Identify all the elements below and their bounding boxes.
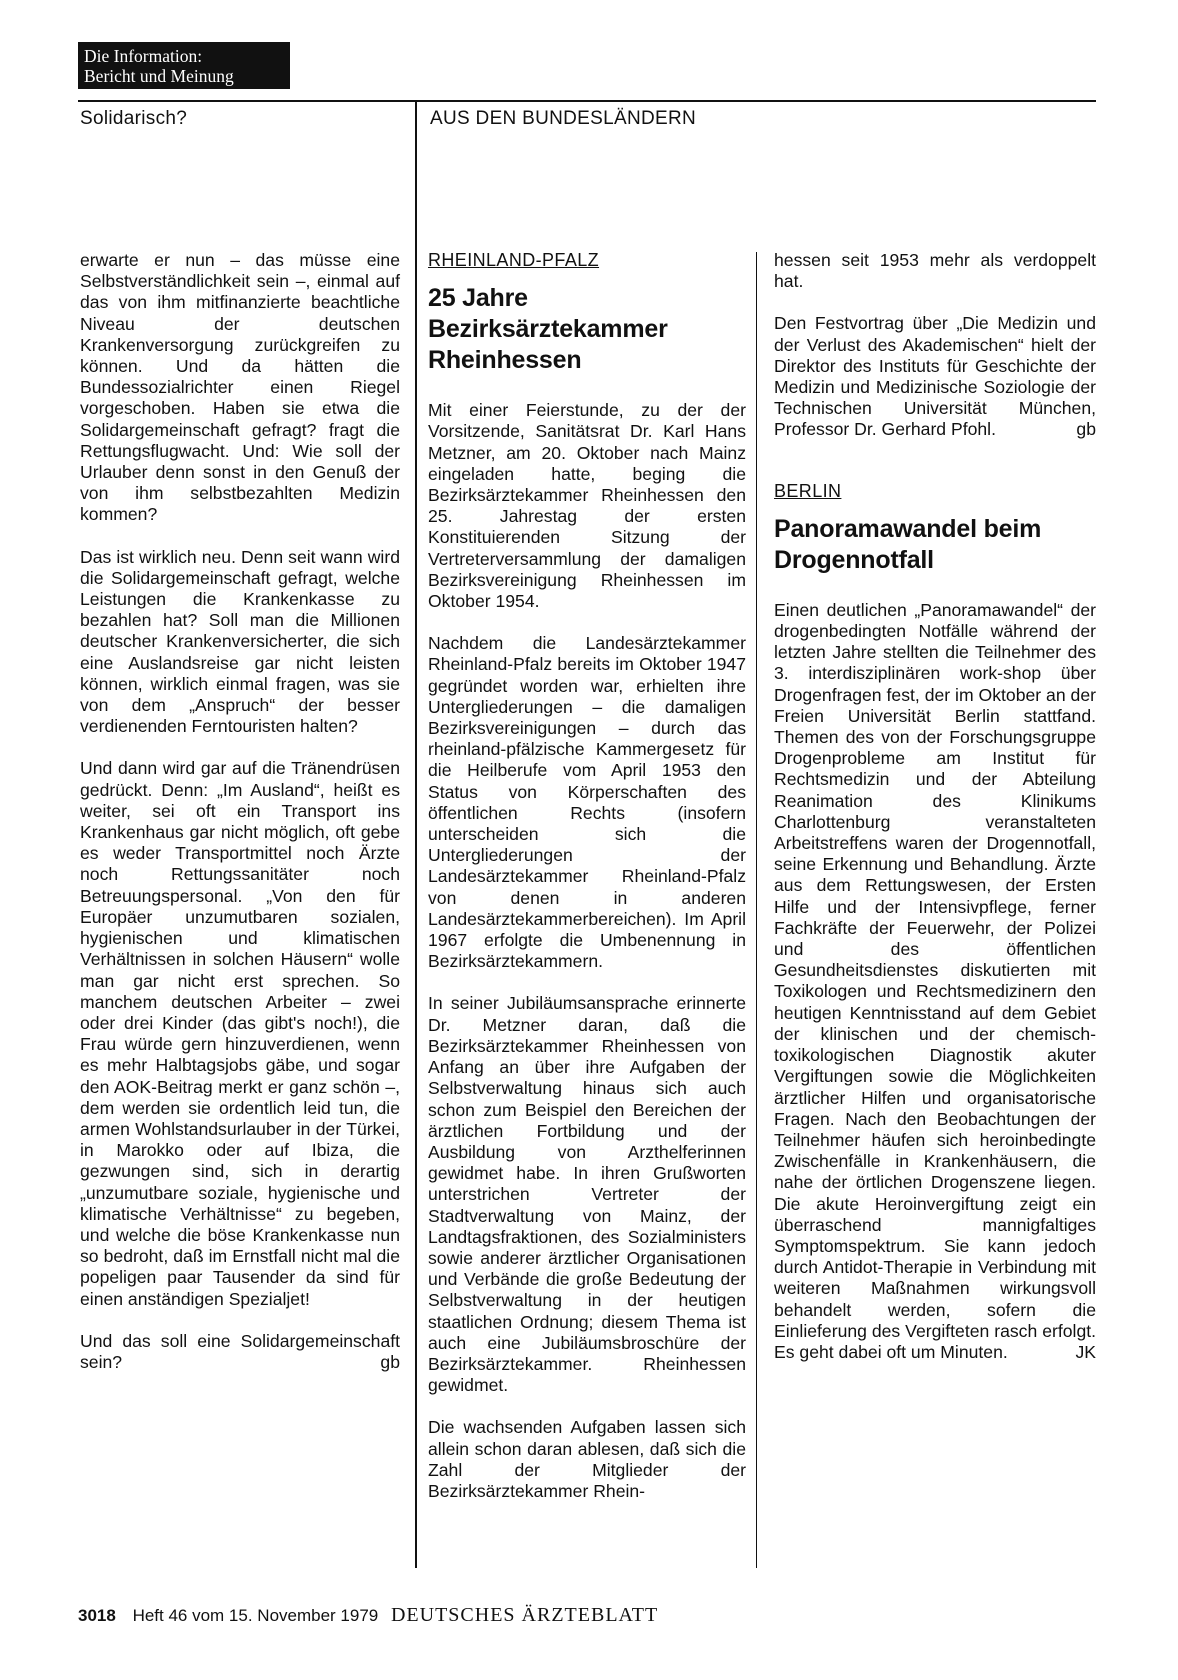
paragraph-text: Einen deutlichen „Panoramawandel“ der drogenbedingten Notfälle während der letzten Jahre stellten die Teilnehmer des 3. interdisziplinären work-shop über Drogenfragen fest, der im Oktober an der Freien Universität Berlin stattfand. Themen des von der Forschungsgruppe Drogenprobleme am Institut für Rechtsmedizin und der Abteilung Reanimation des Klinikums Charlottenburg veranstalteten Arbeitstreffens waren der Drogennotfall, seine Erkennung und Behandlung. Ärzte aus dem Rettungswesen, der Ersten Hilfe und der Intensivpflege, ferner Fachkräfte der Feuerwehr, der Polizei und des öffentlichen Gesundheitsdienstes diskutierten mit Toxikologen und Rechtsmedizinern den heutigen Kenntnisstand auf dem Gebiet der klinischen und der chemisch-toxikologischen Diagnostik akuter Vergiftungen sowie die Möglichkeiten ärztlicher Hilfen und organisatorische Fragen. Nach den Beobachtungen der Teilnehmer häufen sich heroinbedingte Zwischenfälle in Krankenhäusern, die nahe der örtlichen Drogenszene liegen. Die akute Heroinvergiftung zeigt ein überraschend mannigfaltiges Symptomspektrum. Sie kann jedoch durch Antidot-Therapie in Verbindung mit weiteren Maßnahmen wirkungsvoll behandelt werden, sofern die Einlieferung des Vergifteten rasch erfolgt. Es geht dabei oft um Minuten. [774, 599, 1096, 1362]
page-number: 3018 [78, 1606, 116, 1625]
issue-info: Heft 46 vom 15. November 1979 [132, 1606, 379, 1625]
section-label: RHEINLAND-PFALZ [428, 250, 600, 270]
paragraph-last [774, 313, 1096, 440]
paragraph-text: Den Festvortrag über „Die Medizin und der Verlust des Akademischen“ hielt der Direktor des Instituts für Geschichte der Medizin und Medizinische Soziologie der Technischen Universität München, Professor Dr. Gerhard Pfohl. [774, 313, 1096, 440]
masthead-line-1: Die Information: [84, 46, 203, 66]
masthead [78, 42, 290, 89]
paragraph-last [774, 600, 1096, 1363]
article-headline: 25 Jahre Bezirksärztekammer Rheinhessen [428, 284, 668, 375]
column-divider-left [415, 100, 417, 1568]
paragraph: hessen seit 1953 mehr als verdoppelt hat. [774, 250, 1096, 292]
page-footer [78, 1604, 658, 1627]
column-2 [428, 250, 746, 1523]
paragraph: Die wachsenden Aufgaben lassen sich allein schon daran ablesen, daß sich die Zahl der Mitglieder der Bezirksärztekammer Rhein- [428, 1417, 746, 1501]
column-divider-right [756, 252, 757, 1568]
article-headline: Panoramawandel beim Drogennotfall [774, 514, 1042, 574]
paragraph: erwarte er nun – das müsse eine Selbstverständlichkeit sein –, einmal auf das von ihm mitfinanzierte beachtliche Niveau der deutschen Krankenversorgung zurückgreifen zu können. Und da hätten die Bundessozialrichter einen Riegel vorgeschoben. Haben sie etwa die Solidargemeinschaft gefragt? fragt die Rettungsflugwacht. Und: Wie soll der Urlauber denn sonst in den Genuß der von ihm selbstbezahlten Medizin kommen? [80, 250, 400, 525]
masthead-line-2: Bericht und Meinung [84, 66, 234, 86]
section-label: BERLIN [774, 480, 842, 501]
journal-name: DEUTSCHES ÄRZTEBLATT [390, 1604, 659, 1626]
signature: gb [1076, 419, 1096, 440]
column-1 [80, 250, 400, 1394]
paragraph: Und dann wird gar auf die Tränendrüsen gedrückt. Denn: „Im Ausland“, heißt es weiter, sei oft ein Transport ins Krankenhaus gar nicht möglich, oft gebe es weder Transportmittel noch Ärzte noch Rettungssanitäter noch Betreuungspersonal. „Von den für Europäer unzumutbaren sozialen, hygienischen und klimatischen Verhältnissen in solchen Häusern“ wolle man gar nicht erst sprechen. So manchem deutschen Arbeiter – zwei oder drei Kinder (das gibt's noch!), die Frau würde gern hinzuverdienen, wenn es mehr Halbtagsjobs gäbe, und sogar den AOK-Beitrag merkt er ganz schön –, dem werden sie ordentlich leid tun, die armen Wohlstandsurlauber in der Türkei, in Marokko oder auf Ibiza, die gezwungen sind, sich in derartig „unzumutbare soziale, hygienische und klimatische Verhältnisse“ zu begeben, und welche die böse Krankenkasse nun so bedroht, daß im Ernstfall nicht mal die popeligen paar Tausender da sind für einen anständigen Spezialjet! [80, 758, 400, 1309]
paragraph: In seiner Jubiläumsansprache erinnerte Dr. Metzner daran, daß die Bezirksärztekammer Rheinhessen von Anfang an über ihre Aufgaben der Selbstverwaltung hinaus sich auch schon zum Beispiel den Bereichen der ärztlichen Fortbildung und der Ausbildung von Arzthelferinnen gewidmet habe. In ihren Grußworten unterstrichen Vertreter der Stadtverwaltung von Mainz, der Landtagsfraktionen, des Sozialministers sowie anderer ärztlicher Organisationen und Verbände die große Bedeutung der Selbstverwaltung in der heutigen staatlichen Ordnung; diesem Thema ist auch eine Jubiläumsbroschüre der Bezirksärztekammer. Rheinhessen gewidmet. [428, 993, 746, 1396]
paragraph-last [80, 1331, 400, 1373]
top-rule [78, 100, 1096, 102]
signature: gb [380, 1351, 400, 1372]
paragraph: Das ist wirklich neu. Denn seit wann wird die Solidargemeinschaft gefragt, welche Leistungen die Krankenkasse zu bezahlen hat? Soll man die Millionen deutscher Krankenversicherter, die sich eine Auslandsreise gar nicht leisten können, wirklich einmal fragen, was sie von dem „Anspruch“ der besser verdienenden Ferntouristen halten? [80, 546, 400, 737]
column-3 [774, 250, 1096, 1384]
paragraph: Mit einer Feierstunde, zu der der Vorsitzende, Sanitätsrat Dr. Karl Hans Metzner, am 20. Oktober nach Mainz eingeladen hatte, beging die Bezirksärztekammer Rheinhessen den 25. Jahrestag der ersten Konstituierenden Sitzung der Vertreterversammlung der damaligen Bezirksvereinigung Rheinhessen im Oktober 1954. [428, 400, 746, 612]
paragraph: Nachdem die Landesärztekammer Rheinland-Pfalz bereits im Oktober 1947 gegründet worden war, erhielten ihre Untergliederungen – die damaligen Bezirksvereinigungen – durch das rheinland-pfälzische Kammergesetz für die Heilberufe vom April 1953 den Status von Körperschaften des öffentlichen Rechts (insofern unterscheiden sich die Untergliederungen der Landesärztekammer Rheinland-Pfalz von denen in anderen Landesärztekammerbereichen). Im April 1967 erfolgte die Umbenennung in Bezirksärztekammern. [428, 633, 746, 972]
rubric-left: Solidarisch? [80, 108, 188, 129]
rubric-right: AUS DEN BUNDESLÄNDERN [430, 108, 697, 129]
paragraph-text: Und das soll eine Solidargemeinschaft sein? [80, 1330, 400, 1372]
signature: JK [1075, 1341, 1096, 1362]
